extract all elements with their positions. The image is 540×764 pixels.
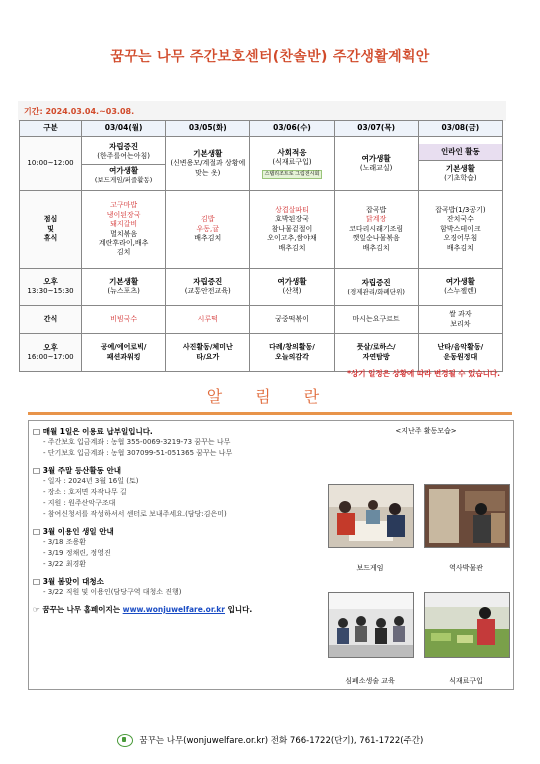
activity-sub: (식재료구입)	[272, 158, 312, 167]
activity-line: 타/요가	[196, 352, 220, 361]
menu-item: 김치	[116, 248, 131, 257]
row-label	[20, 191, 82, 269]
activity-sub: (뉴스포츠)	[107, 287, 140, 296]
activity: 자립증진	[193, 277, 223, 287]
footer-text: 꿈꾸는 나무(wonjuwelfare.or.kr) 전화 766-1722(단기), 761-1722(주간)	[139, 736, 424, 746]
cell-mon-pm1	[82, 269, 166, 306]
activity-line: 자연탐방	[362, 352, 390, 361]
activity: 기본생활	[193, 149, 223, 158]
menu-item: 깻잎순나물볶음	[352, 234, 400, 243]
cell-thu-am	[334, 137, 418, 191]
snack-wed: 궁중떡볶이	[250, 306, 334, 334]
cell-fri-pm2	[418, 334, 502, 372]
notice-heading: □ 3월 이용인 생일 안내	[33, 527, 114, 536]
snack-item: 쌀 과자	[449, 310, 472, 319]
photo-board-game-image	[329, 485, 413, 547]
label-line: 오후	[43, 277, 58, 287]
menu-item: 오이고추,쌈야채	[267, 234, 317, 243]
menu-item: 배추김치	[278, 243, 306, 252]
row-label: 간식	[20, 306, 82, 334]
label-line: 오후	[43, 342, 58, 352]
menu-item: 오징어무침	[443, 234, 478, 243]
menu-item: 김밥	[201, 215, 215, 224]
activity-sub: (스누젤렌)	[444, 287, 477, 296]
photo-caption: 식재료구입	[449, 677, 483, 685]
menu-item: 함박스테이크	[440, 224, 481, 233]
menu-item: 우동,귤	[196, 224, 220, 233]
homepage-suffix: 입니다.	[227, 605, 253, 614]
notice-item: - 참여신청서를 작성하셔서 센터로 보내주세요.(담당:김은미)	[43, 510, 227, 518]
notice-title: 알 림 란	[206, 387, 334, 406]
activity-sub: (신변용모/계절과 상황에 맞는 옷)	[170, 159, 246, 177]
cell-tue-am	[166, 137, 250, 191]
activity-line: 다례/창의활동/	[269, 343, 315, 352]
activity-sub: (기초학습)	[444, 173, 477, 182]
col-header: 03/08(금)	[418, 121, 502, 137]
logo-icon	[117, 734, 133, 747]
col-header: 03/04(월)	[82, 121, 166, 137]
menu-item: 돼지갈비	[110, 220, 138, 229]
activity: 여가생활	[109, 165, 139, 175]
menu-item: 냉이된장국	[106, 210, 141, 219]
homepage-prefix: ☞ 꿈꾸는 나무 홈페이지는	[33, 605, 121, 614]
page-title: 꿈꾸는 나무 주간보호센터(찬솔반) 주간생활계획안	[110, 49, 430, 65]
snack-item: 보리차	[450, 319, 471, 328]
cell-thu-pm2	[334, 334, 418, 372]
period: 기간: 2024.03.04.~03.08.	[24, 107, 135, 116]
pm2-row	[20, 334, 503, 372]
activity: 여가생활	[445, 277, 475, 287]
activity: 여가생활	[277, 277, 307, 287]
menu-item: 배추김치	[362, 243, 390, 252]
notice-heading: □ 3월 봄맞이 대청소	[33, 577, 104, 586]
activity-sub: (보드게임/퍼즐활동)	[94, 175, 153, 184]
notice-item: - 주간보호 입금계좌 : 농협 355-0069-3219-73 꿈꾸는 나무	[43, 438, 231, 446]
activity-line: 오늘의감각	[275, 352, 309, 361]
notice-item: - 3/18 조용환	[43, 538, 86, 546]
activity-highlight: 인라인 활동	[419, 144, 502, 161]
col-header: 03/05(화)	[166, 121, 250, 137]
row-label: 10:00~12:00	[20, 137, 82, 191]
menu-wed	[250, 191, 334, 269]
menu-item: 상겹살파티	[275, 205, 309, 214]
cell-mon-am	[82, 137, 166, 191]
cell-tue-pm1	[166, 269, 250, 306]
menu-item: 잡곡밥	[366, 205, 387, 214]
activity-sub: (교통안전교육)	[184, 287, 231, 296]
notice-item: - 단기보호 입금계좌 : 농협 307099-51-051365 꿈꾸는 나무	[43, 449, 233, 457]
menu-item: 멸치볶음	[110, 229, 138, 238]
photo-caption: 보드게임	[356, 564, 384, 572]
row-label	[20, 334, 82, 372]
activity-line: 공예/에어로빅/	[100, 343, 147, 352]
menu-mon	[82, 191, 166, 269]
photo-caption: 심폐소생술 교육	[345, 677, 395, 685]
divider	[28, 412, 512, 415]
homepage-link[interactable]: www.wonjuwelfare.or.kr	[122, 605, 225, 614]
homepage-line	[33, 604, 333, 615]
photo-board-game	[328, 484, 414, 548]
menu-item: 배추김치	[194, 234, 222, 243]
menu-item: 참나물겉절이	[271, 224, 313, 233]
activity-sub: (한주를여는아침)	[97, 152, 150, 161]
schedule-table	[19, 120, 503, 372]
activity: 자립증진	[109, 142, 139, 152]
photo-caption: 역사박물관	[449, 564, 483, 572]
footer	[0, 734, 540, 747]
notice-item: - 3/22 직원 및 이용인(담당구역 대청소 진행)	[43, 588, 182, 596]
activity-sub: (산책)	[282, 287, 302, 296]
activity-line: 운동원정대	[443, 352, 478, 361]
lunch-row	[20, 191, 503, 269]
activity: 기본생활	[445, 163, 475, 173]
snack-row	[20, 306, 503, 334]
menu-item: 코다리시래기조림	[349, 224, 404, 233]
notice-heading: □ 매월 1일은 이용료 납부일입니다.	[33, 427, 153, 436]
menu-item: 잔치국수	[446, 215, 474, 224]
menu-tue	[166, 191, 250, 269]
photo-grocery-image	[425, 593, 509, 657]
col-header: 03/07(목)	[334, 121, 418, 137]
activity-line: 풋살/로하스/	[356, 343, 396, 352]
photo-grocery-shopping	[424, 592, 510, 658]
activity: 자립증진	[361, 277, 391, 287]
activity-sub: (노래교실)	[359, 163, 393, 172]
cell-fri-pm1	[418, 269, 502, 306]
activity-line: 사진활동/체미난	[182, 343, 233, 352]
label-line: 점심	[43, 215, 58, 224]
cell-tue-pm2	[166, 334, 250, 372]
activity: 여가생활	[361, 153, 391, 163]
photo-history-museum-image	[425, 485, 509, 547]
menu-item: 고구마밥	[110, 201, 138, 210]
photo-cpr-education	[328, 592, 414, 658]
label-line: 휴식	[43, 234, 58, 243]
notice-item: - 지원 : 원주산악구조대	[43, 499, 116, 507]
label-line: 16:00~17:00	[27, 352, 74, 361]
notice-item: - 일자 : 2024년 3월 16일 (토)	[43, 477, 139, 485]
header-row	[20, 121, 503, 137]
notice-list	[33, 424, 333, 615]
menu-thu	[334, 191, 418, 269]
activity: 기본생활	[109, 277, 139, 287]
cell-thu-pm1	[334, 269, 418, 306]
activity-sub: (경제관리/화폐단위)	[347, 287, 405, 296]
photo-cpr-image	[329, 593, 413, 657]
activity-line: 난타/음악활동/	[437, 343, 484, 352]
menu-item: 닭계장	[366, 215, 387, 224]
schedule-warning: *상기 일정은 상황에 따라 변경될 수 있습니다.	[347, 369, 500, 378]
notice-item: - 장소 : 호저면 자작나무 길	[43, 488, 127, 496]
snack-fri	[418, 306, 502, 334]
cell-wed-pm2	[250, 334, 334, 372]
cell-wed-am	[250, 137, 334, 191]
gallery-title: <지난주 활동모습>	[395, 427, 457, 435]
row-label	[20, 269, 82, 306]
photo-history-museum	[424, 484, 510, 548]
label-line: 13:30~15:30	[27, 287, 74, 296]
pm1-row	[20, 269, 503, 306]
menu-fri	[418, 191, 502, 269]
activity-line: 패션과워킹	[106, 352, 141, 361]
am-row	[20, 137, 503, 191]
cell-wed-pm1	[250, 269, 334, 306]
cell-mon-pm2	[82, 334, 166, 372]
snack-thu: 마시는요구르트	[334, 306, 418, 334]
menu-item: 호박된장국	[275, 215, 309, 224]
col-header: 구분	[20, 121, 82, 137]
menu-item: 배추김치	[446, 243, 474, 252]
menu-item: 잡곡밥(1/3공기)	[435, 205, 486, 214]
notice-item: - 3/19 정채린, 정영진	[43, 549, 111, 557]
activity: 사회적응	[277, 148, 307, 158]
snack-mon: 비빔국수	[82, 306, 166, 334]
label-line: 및	[47, 224, 54, 233]
menu-item: 계란후라이,배추	[98, 238, 149, 247]
snack-tue: 시루떡	[166, 306, 250, 334]
cell-fri-am	[418, 137, 502, 191]
event-tag: 스탭리조트로 그림전시회	[262, 170, 323, 179]
notice-item: - 3/22 최경환	[43, 560, 86, 568]
notice-heading: □ 3월 주말 등산활동 안내	[33, 466, 121, 475]
col-header: 03/06(수)	[250, 121, 334, 137]
